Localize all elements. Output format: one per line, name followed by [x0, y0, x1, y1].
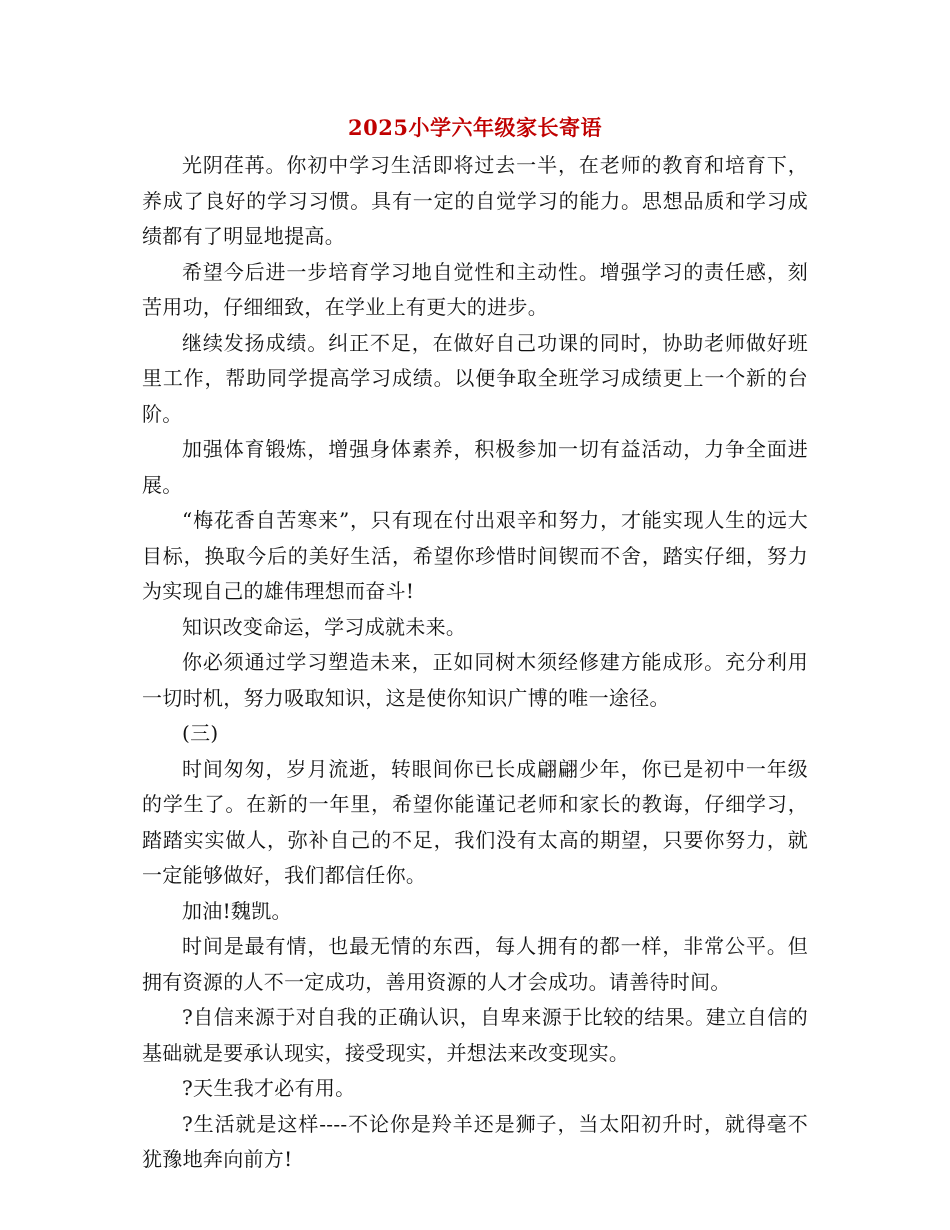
- section-heading-three: (三): [182, 721, 219, 745]
- document-title: 2025小学六年级家长寄语: [348, 115, 602, 140]
- paragraph-4: 加强体育锻炼，增强身体素养，积极参加一切有益活动，力争全面进展。: [142, 437, 808, 497]
- paragraph-5: “梅花香自苦寒来”，只有现在付出艰辛和努力，才能实现人生的远大目标，换取今后的美好生活，希望你珍惜时间锲而不舍，踏实仔细，努力为实现自己的雄伟理想而奋斗!: [142, 508, 808, 603]
- paragraph-12: ?天生我才必有用。: [182, 1076, 356, 1100]
- paragraph-3: 继续发扬成绩。纠正不足，在做好自己功课的同时，协助老师做好班里工作，帮助同学提高学习成绩。以便争取全班学习成绩更上一个新的台阶。: [142, 330, 808, 426]
- paragraph-7: 你必须通过学习塑造未来，正如同树木须经修建方能成形。充分利用一切时机，努力吸取知识，这是使你知识广博的唯一途径。: [142, 650, 808, 710]
- paragraph-13: ?生活就是这样----不论你是羚羊还是狮子，当太阳初升时，就得毫不犹豫地奔向前方!: [142, 1111, 808, 1171]
- paragraph-8: 时间匆匆，岁月流逝，转眼间你已长成翩翩少年，你已是初中一年级的学生了。在新的一年里，希望你能谨记老师和家长的教诲，仔细学习，踏踏实实做人，弥补自己的不足，我们没有太高的期望，只要你努力，就一定能够做好，我们都信任你。: [142, 756, 808, 887]
- document-body: [142, 108, 808, 1178]
- paragraph-2: 希望今后进一步培育学习地自觉性和主动性。增强学习的责任感，刻苦用功，仔细细致，在学业上有更大的进步。: [142, 259, 808, 319]
- paragraph-9: 加油!魏凯。: [182, 898, 292, 923]
- paragraph-6: 知识改变命运，学习成就未来。: [182, 614, 467, 639]
- paragraph-10: 时间是最有情，也最无情的东西，每人拥有的都一样，非常公平。但拥有资源的人不一定成功，善用资源的人才会成功。请善待时间。: [142, 934, 808, 994]
- paragraph-1: 光阴荏苒。你初中学习生活即将过去一半，在老师的教育和培育下，养成了良好的学习习惯。具有一定的自觉学习的能力。思想品质和学习成绩都有了明显地提高。: [142, 153, 808, 248]
- paragraph-11: ?自信来源于对自我的正确认识，自卑来源于比较的结果。建立自信的基础就是要承认现实，接受现实，并想法来改变现实。: [142, 1005, 808, 1065]
